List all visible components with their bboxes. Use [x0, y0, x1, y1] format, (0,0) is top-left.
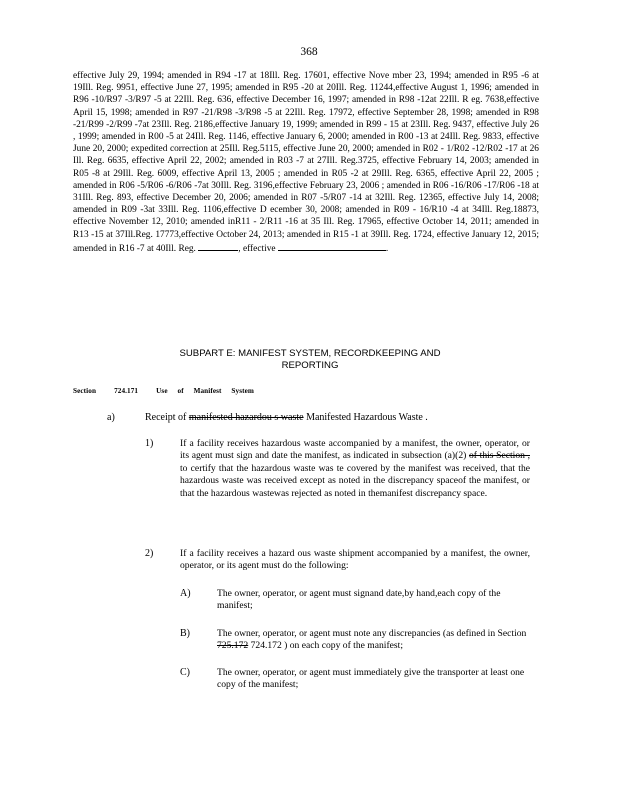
subparagraph-B-text-a: The owner, operator, or agent must note any discrepancies (as defined in Section — [217, 628, 527, 639]
section-heading — [73, 387, 272, 395]
history-end: . — [385, 243, 389, 254]
subsection-a-label: a) — [107, 412, 115, 423]
paragraph-1-text-b: to certify that the hazardous waste was te covered by the manifest was received, that the hazardous waste was received except as noted in the discrepancy spaceof the manifest, or that the hazardous wastewas rejected as noted in themanifest discrepancy space. — [180, 462, 530, 499]
subparagraph-B-struck-text: 725.172 — [217, 640, 249, 652]
paragraph-1-struck-text: of this Section , — [469, 450, 530, 462]
blank-reg-page — [198, 241, 238, 251]
subparagraph-C-label: C) — [180, 667, 190, 678]
paragraph-2-label: 2) — [145, 548, 154, 559]
subsection-a-lead: Receipt of — [145, 412, 187, 423]
subsection-a-heading — [145, 412, 535, 423]
subparagraph-B-label: B) — [180, 628, 190, 639]
paragraph-2: If a facility receives a hazard ous waste shipment accompanied by a manifest, the owner, operator, or its agent must do the following: — [180, 548, 530, 572]
subpart-heading-line1: SUBPART E: MANIFEST SYSTEM, RECORDKEEPING AND — [179, 348, 441, 359]
subsection-a-struck-text: manifested hazardou s waste — [188, 412, 304, 423]
history-effective-label: , effective — [238, 243, 276, 254]
section-label: Section — [73, 387, 97, 395]
subpart-heading-line2: REPORTING — [281, 360, 339, 371]
section-number: 724.171 — [114, 387, 139, 395]
subparagraph-A-label: A) — [180, 588, 191, 599]
paragraph-1-label: 1) — [145, 438, 154, 449]
subsection-a-inserted-text: Manifested Hazardous Waste . — [306, 412, 428, 423]
history-text: effective July 29, 1994; amended in R94 -17 at 18Ill. Reg. 17601, effective Nove mber 23, 1994; amended in R95 -6 at 19Ill. Reg. 9951, effective June 27, 1995; amended in R95 -20 at 20Ill. Reg. 11244,effective August 1, 1996; amended in R96 -10/R97 -3/R97 -5 at 22Ill. Reg. 636, effective December 16, 1997; amended in R98 -12at 22Ill. R eg. 7638,effective April 15, 1998; amended in R97 -21/R98 -3/R98 -5 at 22Ill. Reg. 17972, effective September 28, 1998; amended in R98 -21/R99 -2/R99 -7at 23Ill. Reg. 2186,effective January 19, 1999; amended in R99 - 15 at 23Ill. Reg. 9437, effective July 26 , 1999; amended in R00 -5 at 24Ill. Reg. 1146, effective January 6, 2000; amended in R00 -13 at 24Ill. Reg. 9833, effective June 20, 2000; expedited correction at 25Ill. Reg.5115, effective June 20, 2000; amended in R02 - 1/R02 -12/R02 -17 at 26 Ill. Reg. 6635, effective April 22, 2002; amended in R03 -7 at 27Ill. Reg.3725, effective February 14, 2003; amended in R05 -8 at 29Ill. Reg. 6009, effective April 13, 2005 ; amended in R05 -2 at 29Ill. Reg. 6365, effective April 22, 2005 ; amended in R06 -5/R06 -6/R06 -7at 30Ill. Reg. 3196,effective February 23, 2006 ; amended in R06 -16/R06 -17/R06 -18 at 31Ill. Reg. 893, effective December 20, 2006; amended in R07 -5/R07 -14 at 32Ill. Reg. 12365, effective July 14, 2008; amended in R09 -3at 33Ill. Reg. 1106,effective D ecember 30, 2008; amended in R09 - 16/R10 -4 at 34Ill. Reg.18873, effective November 12, 2010; amended inR11 - 2/R11 -16 at 35 Ill. Reg. 17965, effective October 14, 2011; amended in R13 -15 at 37Ill.Reg. 17773,effective October 24, 2013; amended in R15 -1 at 39Ill. Reg. 1724, effective January 12, 2015; amended in R16 -7 at 40Ill. Reg. — [73, 71, 539, 254]
subparagraph-C: The owner, operator, or agent must immediately give the transporter at least one copy of the manifest; — [217, 667, 525, 691]
blank-effective-date — [278, 241, 386, 251]
subpart-heading — [140, 348, 480, 372]
page-number: 368 — [300, 46, 318, 58]
paragraph-1-text-a: If a facility receives hazardous waste accompanied by a manifest, the owner, operator, or its agent must sign and date the manifest, as indicated in subsection (a)(2) — [180, 438, 530, 462]
subparagraph-A: The owner, operator, or agent must signand date,by hand,each copy of the manifest; — [217, 588, 501, 612]
paragraph-1 — [180, 438, 530, 500]
section-title: Use of Manifest System — [156, 387, 254, 395]
subparagraph-B-text-b: 724.172 ) on each copy of the manifest; — [250, 640, 403, 652]
subparagraph-B — [217, 628, 532, 653]
source-history-note — [73, 70, 539, 255]
